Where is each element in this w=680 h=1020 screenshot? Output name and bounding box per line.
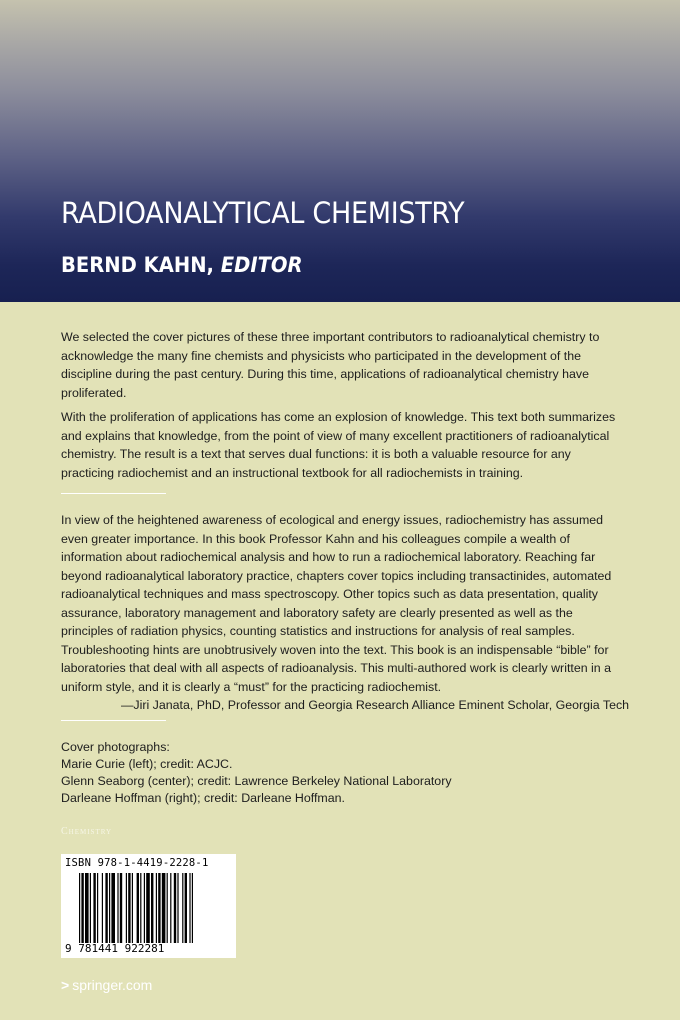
barcode-bar xyxy=(126,873,127,943)
cover-header-band xyxy=(0,0,680,302)
barcode-bar xyxy=(189,873,190,943)
barcode-number: 9 781441 922281 xyxy=(65,942,165,955)
barcode-bar xyxy=(90,873,91,943)
barcode-bars xyxy=(79,873,229,943)
barcode-bar xyxy=(85,873,89,943)
editor-role: EDITOR xyxy=(220,253,303,277)
barcode-bar xyxy=(151,873,153,943)
barcode-bar xyxy=(144,873,145,943)
photo-credits-heading: Cover photographs: xyxy=(61,740,170,754)
publisher-link[interactable] xyxy=(61,977,152,993)
barcode-bar xyxy=(79,873,80,943)
divider-rule xyxy=(61,720,166,721)
barcode-bar xyxy=(111,873,115,943)
barcode-bar xyxy=(137,873,139,943)
barcode-bar xyxy=(132,873,133,943)
editor-name: BERND KAHN, xyxy=(61,253,221,277)
barcode-bar xyxy=(102,873,103,943)
barcode-bar xyxy=(120,873,122,943)
barcode-bar xyxy=(146,873,150,943)
barcode-bar xyxy=(167,873,168,943)
review-attribution: —Jiri Janata, PhD, Professor and Georgia Research Alliance Eminent Scholar, Georgia Tech xyxy=(121,698,630,712)
barcode-bar xyxy=(93,873,95,943)
isbn-barcode xyxy=(61,854,236,958)
photo-credit-line: Marie Curie (left); credit: ACJC. xyxy=(61,757,233,771)
book-title: RADIOANALYTICAL CHEMISTRY xyxy=(61,196,465,230)
subject-category: Chemistry xyxy=(61,826,113,837)
publisher-url: springer.com xyxy=(72,977,153,993)
barcode-bar xyxy=(105,873,107,943)
barcode-bar xyxy=(182,873,183,943)
isbn-label: ISBN 978-1-4419-2228-1 xyxy=(65,857,209,869)
barcode-bar xyxy=(162,873,166,943)
barcode-bar xyxy=(192,873,193,943)
barcode-bar xyxy=(128,873,130,943)
photo-credit-line: Darleane Hoffman (right); credit: Darleane Hoffman. xyxy=(61,791,345,805)
barcode-bar xyxy=(177,873,178,943)
divider-rule xyxy=(61,493,166,494)
review-quote-text: In view of the heightened awareness of ecological and energy issues, radiochemistry has assumed even greater importance. In this book Professor Kahn and his colleagues compile a wealth of information about radiochemical analysis and how to run a radiochemical laboratory. Reaching far beyond radioanalytical laboratory practice, chapters cover topics including transactinides, automated radioanalytical techniques and mass spectroscopy. Other topics such as data presentation, quality assurance, laboratory management and laboratory safety are clearly presented as well as the principles of radiation physics, counting statistics and instructions for analysis of real samples. Troubleshooting hints are unobtrusively woven into the text. This book is an indispensable “bible” for laboratories that deal with all aspects of radioanalysis. This multi-authored work is clearly written in a uniform style, and it is clearly a “must” for the practicing radiochemist. xyxy=(61,513,612,694)
book-editor xyxy=(61,253,303,277)
barcode-bar xyxy=(174,873,176,943)
barcode-bar xyxy=(97,873,98,943)
description-paragraph-2: With the proliferation of applications has come an explosion of knowledge. This text both summarizes and explains that knowledge, from the point of view of many excellent practitioners of radioanalytical chemistry. The result is a text that serves dual functions: it is both a valuable resource for any practicing radiochemist and an instructional textbook for all radiochemists in training. xyxy=(61,410,616,480)
barcode-bar xyxy=(117,873,118,943)
photo-credit-line: Glenn Seaborg (center); credit: Lawrence Berkeley National Laboratory xyxy=(61,774,452,788)
barcode-bar xyxy=(109,873,110,943)
barcode-bar xyxy=(81,873,83,943)
barcode-bar xyxy=(170,873,171,943)
barcode-bar xyxy=(156,873,157,943)
barcode-bar xyxy=(140,873,141,943)
barcode-bar xyxy=(185,873,187,943)
arrow-icon: > xyxy=(61,977,70,993)
barcode-bar xyxy=(158,873,160,943)
review-quote xyxy=(61,511,630,715)
description-paragraph-1: We selected the cover pictures of these three important contributors to radioanalytical chemistry to acknowledge the many fine chemists and physicists who participated in the development of the discipline during the past century. During this time, applications of radioanalytical chemistry have proliferated. xyxy=(61,330,600,400)
photo-credits xyxy=(61,739,561,807)
